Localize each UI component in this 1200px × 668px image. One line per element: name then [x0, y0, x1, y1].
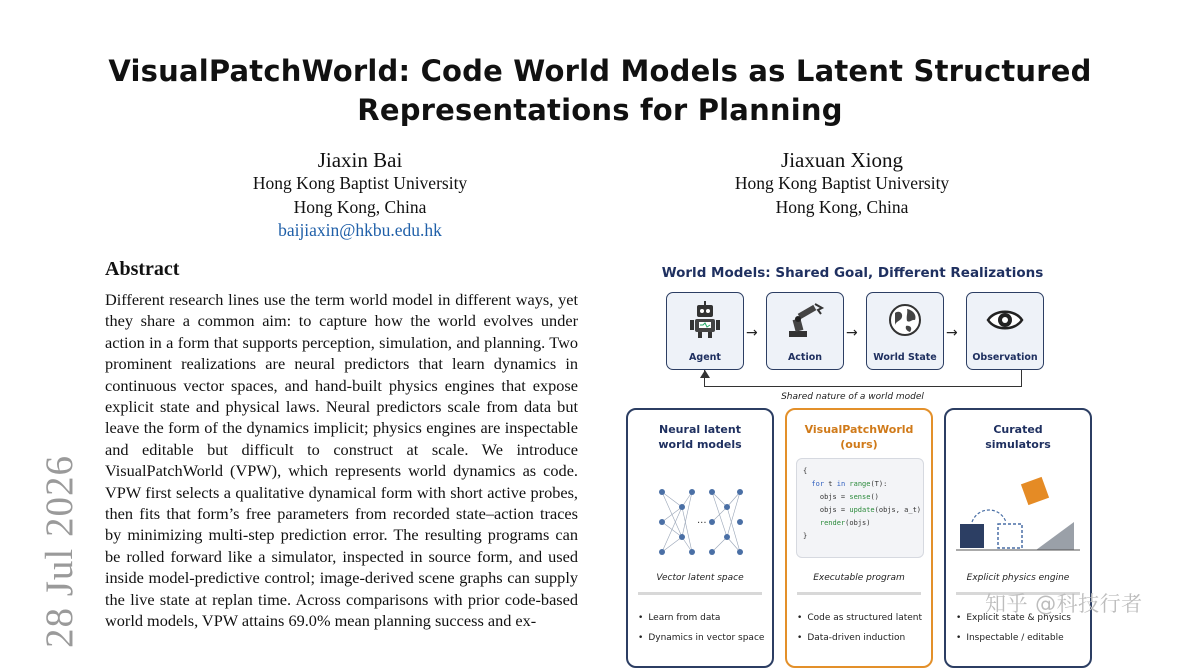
code-line: objs = update(objs, a_t): [803, 506, 922, 514]
abstract-text: Different research lines use the term world model in different ways, yet they share a common aim: to capture how the world evolves under action in a form that supports perception, simulation, and planning. Two prominent realizations are neural predictors that learn dynamics in continuous vector spaces, and hand-built physics engines that expose explicit state and physical laws. Neural predictors scale from data but leave the form of the dynamics implicit; physics engines are inspectable and editable but difficult to construct at scale. We introduce VisualPatchWorld (VPW), which represents world dynamics as code. VPW first selects a qualitative dynamical form with short active probes, then fits that form’s free parameters from recorded state–action traces by minimizing multi-step prediction error. The resulting programs can be rolled forward like a simulator, inspected in source form, and used inside model-predictive control; image-derived scene graphs can supply the live state at replan time. Across comparisons with prior code-based world models, VPW attains 69.0% mean planning success and ex-: [105, 290, 578, 631]
panel-title-line: Neural latent: [659, 423, 741, 436]
panel-title-line: Curated: [993, 423, 1043, 436]
panel-caption: Vector latent space: [656, 573, 744, 583]
abstract-heading: Abstract: [105, 258, 180, 280]
panel-title-line: world models: [658, 438, 742, 451]
bullet-item: • Explicit state & physics: [956, 608, 1071, 628]
author-name: Jiaxin Bai: [317, 148, 403, 172]
code-snippet: [796, 458, 924, 558]
step-label: Action: [787, 352, 823, 363]
bullet-item: • Learn from data: [638, 608, 764, 628]
svg-text:···: ···: [697, 518, 707, 529]
code-line: {: [803, 467, 808, 475]
arrow-right-icon: →: [846, 325, 858, 341]
author-block-2: [632, 148, 1052, 219]
arrow-right-icon: →: [746, 325, 758, 341]
step-label: World State: [873, 352, 937, 363]
panel-title: [787, 422, 931, 452]
panel-title-line: (ours): [840, 438, 878, 451]
author-email-link[interactable]: baijiaxin@hkbu.edu.hk: [278, 220, 442, 240]
watermark: 知乎 @科技行者: [985, 592, 1143, 616]
author-affiliation: Hong Kong Baptist University: [734, 173, 950, 193]
bullet-item: • Dynamics in vector space: [638, 628, 764, 648]
arrow-right-icon: →: [946, 325, 958, 341]
robot-icon: [667, 301, 743, 341]
author-location: Hong Kong, China: [775, 196, 909, 217]
physics-scene-icon: [956, 470, 1084, 564]
panel-title-line: simulators: [985, 438, 1051, 451]
panel-curated-simulators: [944, 408, 1092, 668]
globe-icon: [867, 301, 943, 341]
panel-caption: Executable program: [813, 573, 905, 583]
figure-title: World Models: Shared Goal, Different Realizations: [661, 265, 1044, 281]
bullet-item: • Inspectable / editable: [956, 628, 1071, 648]
title-line-1: VisualPatchWorld: Code World Models as Latent Structured: [108, 54, 1092, 88]
code-line: render(objs): [819, 519, 871, 527]
panel-bullets: [797, 608, 922, 648]
step-observation: [966, 292, 1044, 370]
panel-title-line: VisualPatchWorld: [804, 423, 914, 436]
panel-bullets: [638, 608, 764, 648]
panel-divider: [797, 592, 921, 595]
panel-visualpatchworld: [785, 408, 933, 668]
code-line: for t in range(T):: [803, 480, 888, 488]
panel-caption: Explicit physics engine: [966, 573, 1070, 583]
shared-caption: Shared nature of a world model: [781, 392, 924, 402]
step-agent: [666, 292, 744, 370]
robot-arm-icon: [767, 301, 843, 341]
neural-network-icon: [652, 482, 752, 566]
panel-neural-latent: [626, 408, 774, 668]
feedback-loop-line: [704, 370, 1022, 387]
panel-title: [628, 422, 772, 452]
arrow-up-icon: [700, 370, 710, 378]
bullet-item: • Code as structured latent: [797, 608, 922, 628]
title-line-2: Representations for Planning: [357, 93, 843, 127]
step-action: [766, 292, 844, 370]
author-name: Jiaxuan Xiong: [781, 148, 903, 172]
eye-icon: [967, 301, 1043, 341]
panel-title: [946, 422, 1090, 452]
author-location: Hong Kong, China: [293, 196, 427, 217]
panel-divider: [638, 592, 762, 595]
author-affiliation: Hong Kong Baptist University: [252, 173, 468, 193]
side-date-stamp: 28 Jul 2026: [38, 454, 81, 648]
paper-title: [0, 52, 1200, 130]
author-block-1: [150, 148, 570, 243]
bullet-item: • Data-driven induction: [797, 628, 922, 648]
code-line: objs = sense(): [803, 493, 879, 501]
step-world-state: [866, 292, 944, 370]
step-label: Observation: [972, 352, 1038, 363]
step-label: Agent: [689, 352, 721, 363]
code-line: }: [803, 532, 808, 540]
